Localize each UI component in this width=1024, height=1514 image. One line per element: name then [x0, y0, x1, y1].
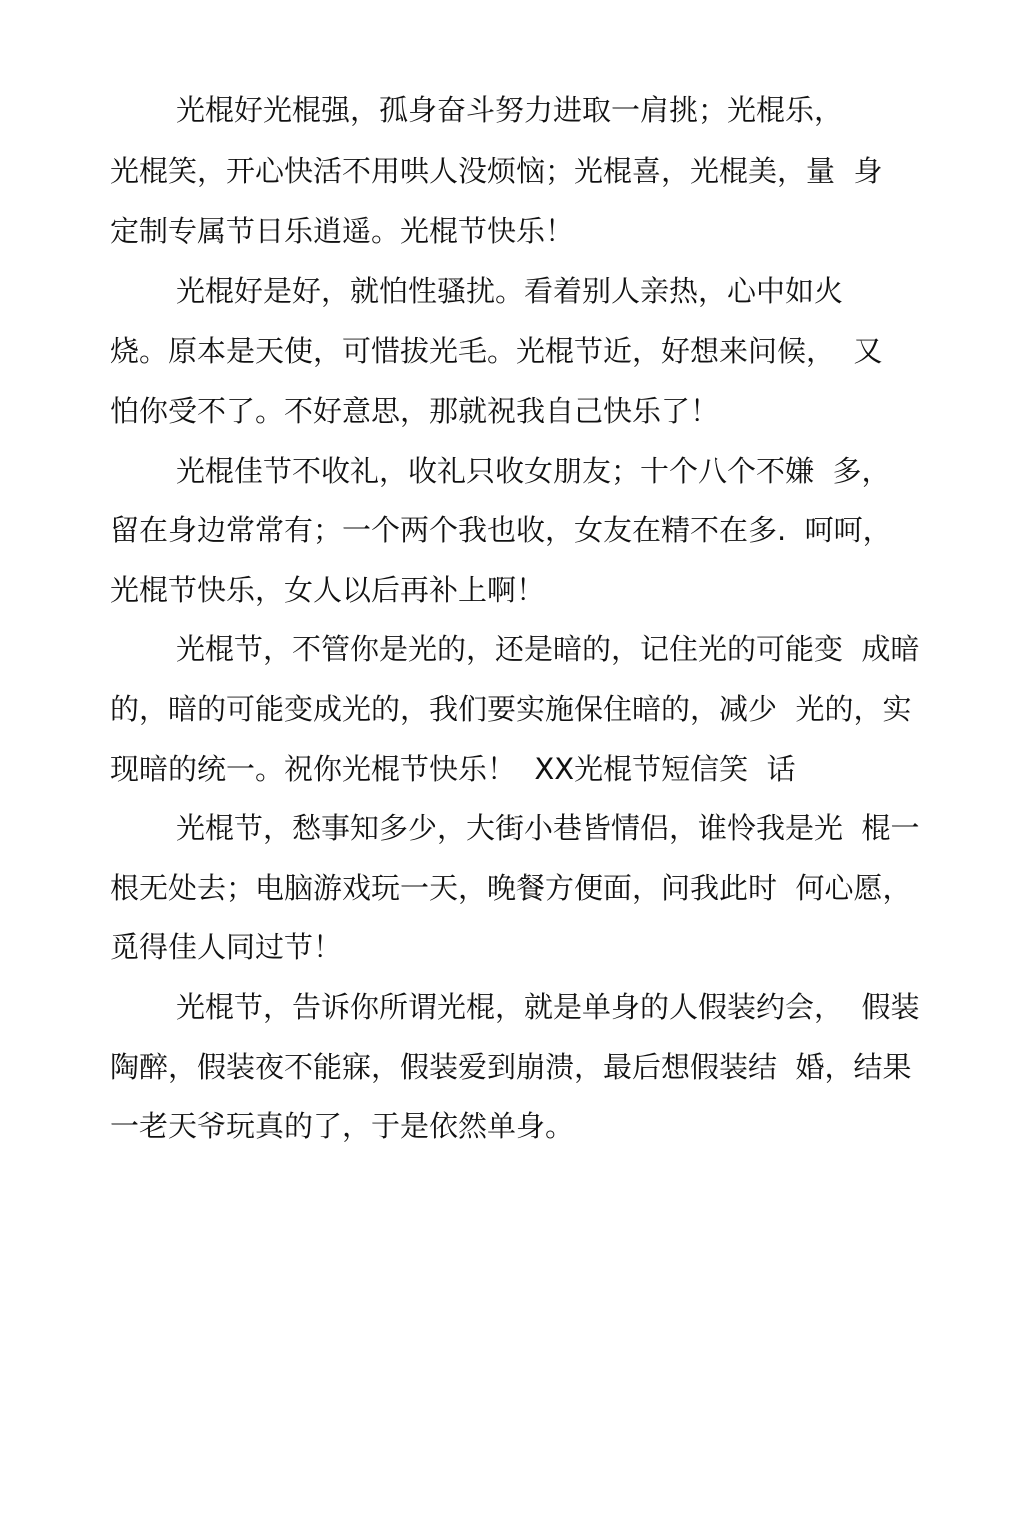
paragraph-3-line-2: 留在身边常常有；一个两个我也收，女友在精不在多. 呵呵，	[110, 513, 892, 547]
paragraph-5-line-2: 根无处去；电脑游戏玩一天，晚餐方便面，问我此时 何心愿，	[110, 871, 912, 905]
paragraph-3-line-1: 光棍佳节不收礼，收礼只收女朋友；十个八个不嫌 多，	[176, 454, 891, 488]
paragraph-4-line-1: 光棍节，不管你是光的，还是暗的，记住光的可能变 成暗	[176, 632, 920, 666]
paragraph-6-line-2: 陶醉，假装夜不能寐，假装爱到崩溃，最后想假装结 婚，结果	[110, 1050, 912, 1084]
paragraph-1-line-1: 光棍好光棍强，孤身奋斗努力进取一肩挑；光棍乐，	[176, 93, 844, 127]
paragraph-3-line-3: 光棍节快乐，女人以后再补上啊！	[110, 573, 546, 607]
paragraph-5-line-1: 光棍节，愁事知多少，大街小巷皆情侣，谁怜我是光 棍一	[176, 811, 920, 845]
paragraph-2-line-2: 烧。原本是天使，可惜拔光毛。光棍节近，好想来问候， 又	[110, 334, 883, 368]
paragraph-6-line-3: 一老天爷玩真的了，于是依然单身。	[110, 1109, 575, 1143]
paragraph-2-line-3: 怕你受不了。不好意思，那就祝我自己快乐了！	[110, 394, 720, 428]
paragraph-4-line-3: 现暗的统一。祝你光棍节快乐！ XX光棍节短信笑 话	[110, 752, 796, 786]
paragraph-1-line-2: 光棍笑，开心快活不用哄人没烦恼；光棍喜，光棍美，量 身	[110, 154, 883, 188]
paragraph-1-line-3: 定制专属节日乐逍遥。光棍节快乐！	[110, 214, 575, 248]
paragraph-4-line-2: 的，暗的可能变成光的，我们要实施保住暗的，减少 光的，实	[110, 692, 912, 726]
paragraph-2-line-1: 光棍好是好，就怕性骚扰。看着别人亲热，心中如火	[176, 274, 844, 308]
paragraph-5-line-3: 觅得佳人同过节！	[110, 930, 343, 964]
paragraph-6-line-1: 光棍节，告诉你所谓光棍，就是单身的人假装约会， 假装	[176, 990, 920, 1024]
